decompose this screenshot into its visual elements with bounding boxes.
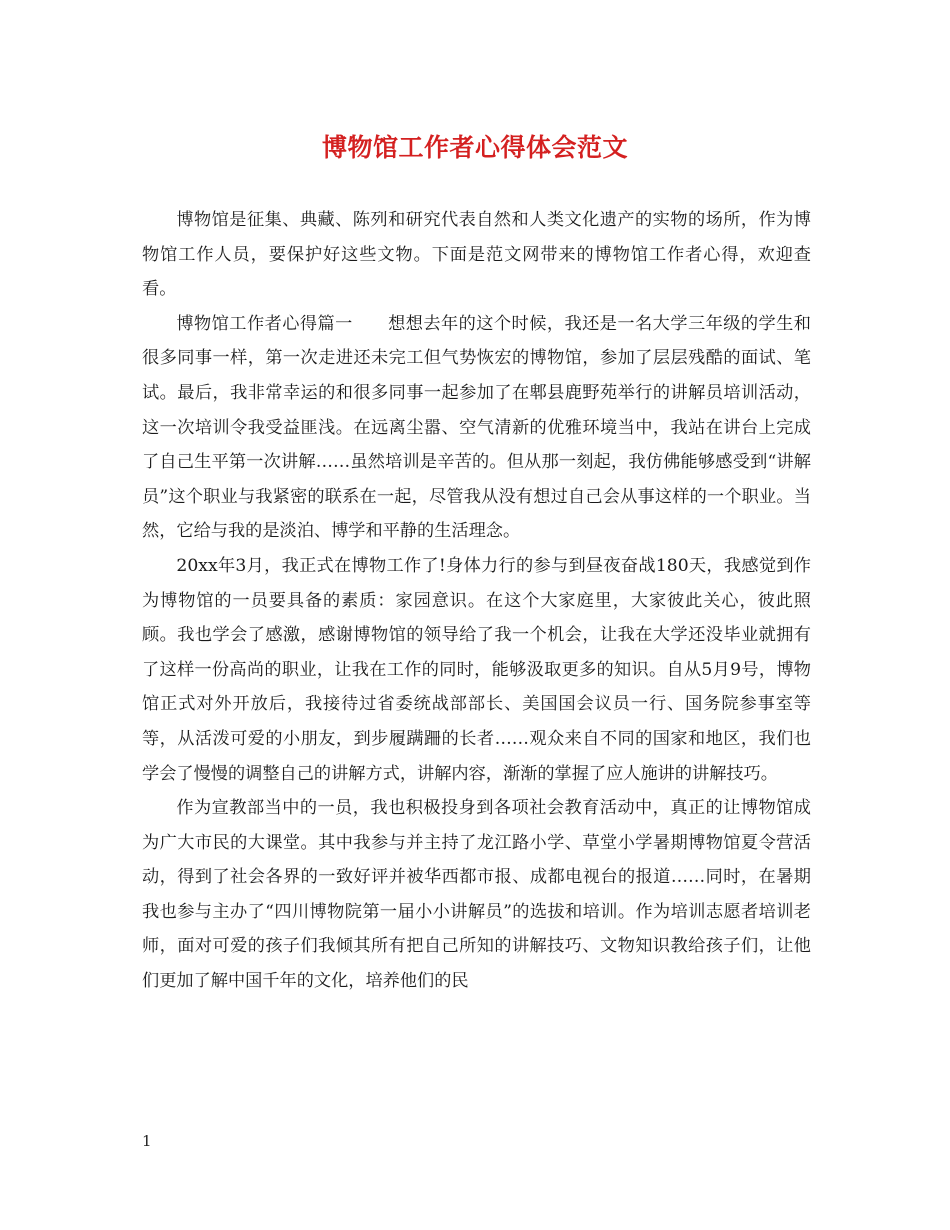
paragraph-part-one: 博物馆工作者心得篇一 想想去年的这个时候，我还是一名大学三年级的学生和很多同事一样，第一次走进还未完工但气势恢宏的博物馆，参加了层层残酷的面试、笔试。最后，我非常幸运的和很多同事一起参加了在郫县鹿野苑举行的讲解员培训活动，这一次培训令我受益匪浅。在远离尘嚣、空气清新的优雅环境当中，我站在讲台上完成了自己生平第一次讲解……虽然培训是辛苦的。但从那一刻起，我仿佛能够感受到“讲解员”这个职业与我紧密的联系在一起，尽管我从没有想过自己会从事这样的一个职业。当然，它给与我的是淡泊、博学和平静的生活理念。	[142, 313, 811, 542]
paragraph-intro: 博物馆是征集、典藏、陈列和研究代表自然和人类文化遗产的实物的场所，作为博物馆工作人员，要保护好这些文物。下面是范文网带来的博物馆工作者心得，欢迎查看。	[142, 210, 811, 300]
paragraph-work-start: 20xx年3月，我正式在博物工作了!身体力行的参与到昼夜奋战180天，我感觉到作为博物馆的一员要具备的素质：家园意识。在这个大家庭里，大家彼此关心，彼此照顾。我也学会了感激，感谢博物馆的领导给了我一个机会，让我在大学还没毕业就拥有了这样一份高尚的职业，让我在工作的同时，能够汲取更多的知识。自从5月9号，博物馆正式对外开放后，我接待过省委统战部部长、美国国会议员一行、国务院参事室等等，从活泼可爱的小朋友，到步履蹒跚的长者……观众来自不同的国家和地区，我们也学会了慢慢的调整自己的讲解方式，讲解内容，渐渐的掌握了应人施讲的讲解技巧。	[142, 555, 811, 784]
paragraph-education: 作为宣教部当中的一员，我也积极投身到各项社会教育活动中，真正的让博物馆成为广大市民的大课堂。其中我参与并主持了龙江路小学、草堂小学暑期博物馆夏令营活动，得到了社会各界的一致好评并被华西都市报、成都电视台的报道……同时，在暑期我也参与主办了“四川博物院第一届小小讲解员”的选拔和培训。作为培训志愿者培训老师，面对可爱的孩子们我倾其所有把自己所知的讲解技巧、文物知识教给孩子们，让他们更加了解中国千年的文化，培养他们的民	[142, 798, 811, 992]
document-title: 博物馆工作者心得体会范文	[321, 133, 628, 162]
document-body	[142, 203, 811, 999]
page-number: 1	[142, 1132, 152, 1150]
